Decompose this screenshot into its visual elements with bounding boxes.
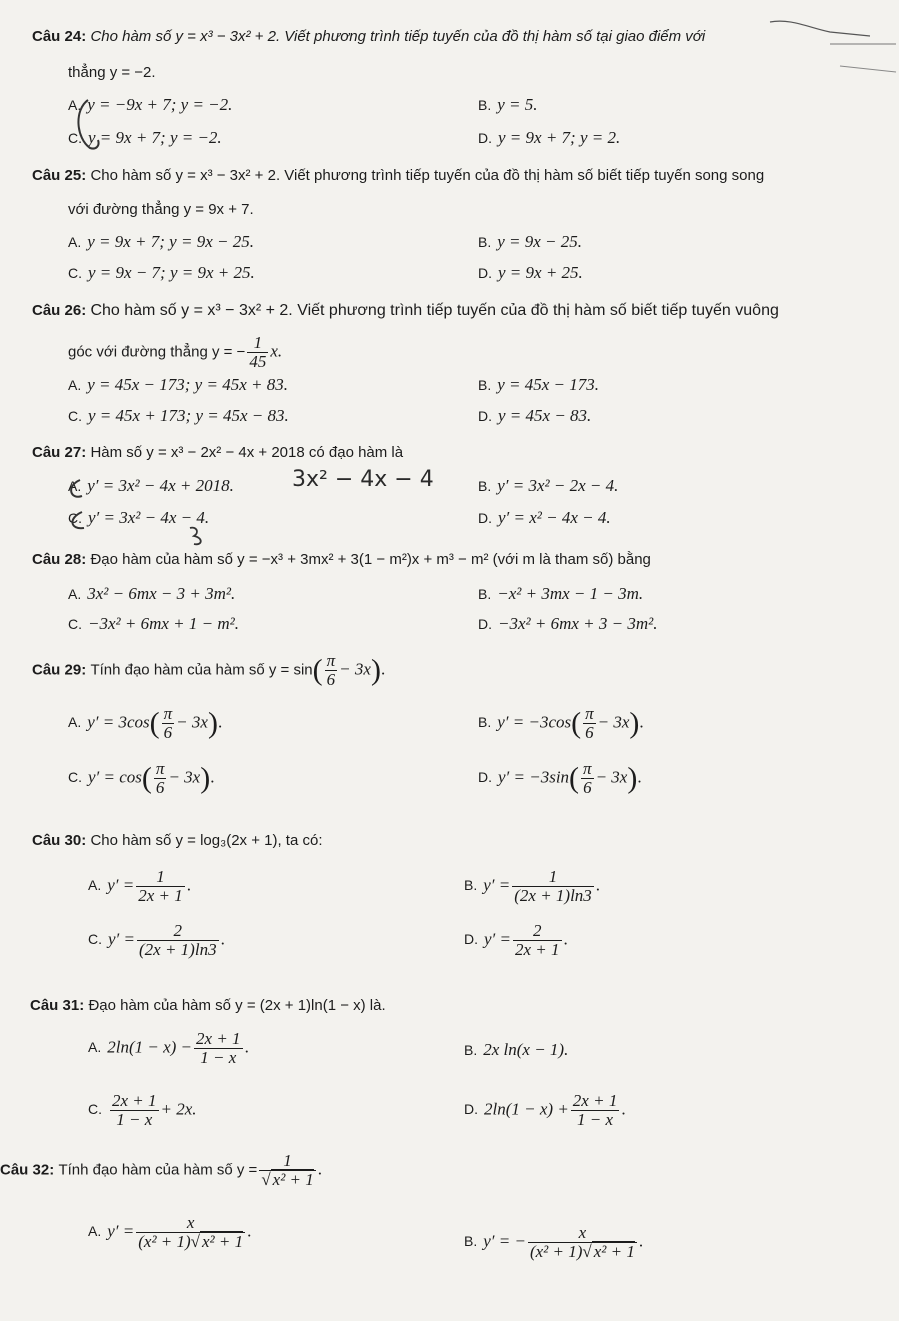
q24-option-b[interactable]: B. y = 5. bbox=[478, 95, 538, 114]
q24-circle-mark bbox=[78, 100, 98, 149]
q26-option-d[interactable]: D. y = 45x − 83. bbox=[478, 406, 592, 425]
q26-label: Câu 26: bbox=[32, 302, 87, 319]
q27-option-c[interactable]: C. y′ = 3x² − 4x − 4. bbox=[68, 508, 210, 527]
q28-stem: Câu 28: Đạo hàm của hàm số y = −x³ + 3mx² + 3(1 − m²)x + m³ − m² (với m là tham số) bằng bbox=[32, 551, 651, 568]
q29-option-a[interactable]: A. y′ = 3cos( $\frac{\pi}{6}$ − 3x). bbox=[68, 704, 223, 742]
q32-stem: Câu 32: Tính đạo hàm của hàm số y = $\frac{1}{\text{√ x² + 1}}$ . bbox=[0, 1151, 323, 1189]
q26-stem-line1: Câu 26: Cho hàm số y = x³ − 3x² + 2. Viết phương trình tiếp tuyến của đồ thị hàm số biết tiếp tuyến vuông bbox=[32, 302, 779, 319]
q25-option-c[interactable]: C. y = 9x − 7; y = 9x + 25. bbox=[68, 263, 255, 282]
q29-option-c[interactable]: C. y′ = cos( $\frac{\pi}{6}$ − 3x). bbox=[68, 759, 215, 797]
corner-scribble bbox=[770, 21, 870, 36]
q26-fraction: $\frac{1}{45}$ bbox=[249, 333, 267, 371]
q28-option-c[interactable]: C. −3x² + 6mx + 1 − m². bbox=[68, 614, 239, 633]
q27-circle-mark bbox=[71, 480, 82, 497]
q32-option-a[interactable]: A. y′ = $\frac{x}{\text{(x² + 1)√ x² + 1}}$ . bbox=[88, 1213, 252, 1251]
q29-option-b[interactable]: B. y′ = −3cos( $\frac{\pi}{6}$ − 3x). bbox=[478, 704, 644, 742]
q32-option-b[interactable]: B. y′ = − $\frac{x}{\text{(x² + 1)√ x² + 1}}$ . bbox=[464, 1223, 644, 1261]
q24-label: Câu 24: bbox=[32, 28, 87, 45]
q24-option-c[interactable]: C. y = 9x + 7; y = −2. bbox=[68, 128, 222, 147]
q28-label: Câu 28: bbox=[32, 551, 87, 568]
q30-stem: Câu 30: Cho hàm số y = log₃(2x + 1), ta có: bbox=[32, 832, 323, 849]
q29-label: Câu 29: bbox=[32, 661, 87, 679]
q30-label: Câu 30: bbox=[32, 832, 87, 849]
q28-option-d[interactable]: D. −3x² + 6mx + 3 − 3m². bbox=[478, 614, 658, 633]
q27-handwriting: 3x² − 4x − 4 bbox=[292, 467, 434, 492]
q29-option-d[interactable]: D. y′ = −3sin( $\frac{\pi}{6}$ − 3x). bbox=[478, 759, 642, 797]
q26-option-c[interactable]: C. y = 45x + 173; y = 45x − 83. bbox=[68, 406, 289, 425]
q25-stem-line2: với đường thẳng y = 9x + 7. bbox=[68, 201, 254, 218]
q27-option-a[interactable]: A. y′ = 3x² − 4x + 2018. bbox=[68, 476, 234, 495]
q27-pen-stroke bbox=[190, 528, 201, 545]
q32-label: Câu 32: bbox=[0, 1161, 55, 1179]
q29-stem: Câu 29: Tính đạo hàm của hàm số y = sin( $\frac{\pi}{6}$ − 3x). bbox=[32, 651, 386, 689]
q26-option-a[interactable]: A. y = 45x − 173; y = 45x + 83. bbox=[68, 375, 288, 394]
q24-option-d[interactable]: D. y = 9x + 7; y = 2. bbox=[478, 128, 621, 147]
q26-stem-line2: góc với đường thẳng y = − $\frac{1}{45}$ x. bbox=[68, 333, 283, 371]
q28-option-b[interactable]: B. −x² + 3mx − 1 − 3m. bbox=[478, 584, 644, 603]
q30-option-c[interactable]: C. y′ = $\frac{2}{(2x + 1)\ln 3}$ . bbox=[88, 921, 225, 959]
q31-label: Câu 31: bbox=[30, 997, 85, 1014]
q27-c-circle-mark bbox=[72, 512, 84, 528]
q28-option-a[interactable]: A. 3x² − 6mx − 3 + 3m². bbox=[68, 584, 236, 603]
q27-stem: Câu 27: Hàm số y = x³ − 2x² − 4x + 2018 có đạo hàm là bbox=[32, 444, 404, 461]
q25-option-a[interactable]: A. y = 9x + 7; y = 9x − 25. bbox=[68, 232, 254, 251]
q25-option-b[interactable]: B. y = 9x − 25. bbox=[478, 232, 583, 251]
q31-option-c[interactable]: C. $\frac{2x + 1}{1 - x}$ + 2x. bbox=[88, 1091, 197, 1129]
q24-stem2: thẳng y = −2. bbox=[68, 64, 156, 81]
corner-line-2 bbox=[840, 66, 896, 72]
q25-label: Câu 25: bbox=[32, 167, 87, 184]
q30-option-a[interactable]: A. y′ = $\frac{1}{2x + 1}$ . bbox=[88, 867, 192, 905]
q27-option-b[interactable]: B. y′ = 3x² − 2x − 4. bbox=[478, 476, 619, 495]
q27-label: Câu 27: bbox=[32, 444, 87, 461]
q24-stem1: Cho hàm số y = x³ − 3x² + 2. Viết phương trình tiếp tuyến của đồ thị hàm số tại giao điểm với bbox=[90, 28, 706, 45]
q25-stem-line1: Câu 25: Cho hàm số y = x³ − 3x² + 2. Viết phương trình tiếp tuyến của đồ thị hàm số biết tiếp tuyến song song bbox=[32, 167, 765, 184]
q30-option-b[interactable]: B. y′ = $\frac{1}{(2x + 1)\ln 3}$ . bbox=[464, 867, 601, 905]
q27-option-d[interactable]: D. y′ = x² − 4x − 4. bbox=[478, 508, 611, 527]
q31-option-a[interactable]: A. 2ln(1 − x) − $\frac{2x + 1}{1 - x}$ . bbox=[88, 1029, 249, 1067]
q26-option-b[interactable]: B. y = 45x − 173. bbox=[478, 375, 600, 394]
q30-option-d[interactable]: D. y′ = $\frac{2}{2x + 1}$ . bbox=[464, 921, 568, 959]
q31-stem: Câu 31: Đạo hàm của hàm số y = (2x + 1)ln(1 − x) là. bbox=[30, 997, 386, 1014]
q24-option-a[interactable]: A. y = −9x + 7; y = −2. bbox=[68, 95, 233, 114]
q25-option-d[interactable]: D. y = 9x + 25. bbox=[478, 263, 583, 282]
q31-option-d[interactable]: D. 2ln(1 − x) + $\frac{2x + 1}{1 - x}$ . bbox=[464, 1091, 626, 1129]
q31-option-b[interactable]: B. 2x ln(x − 1). bbox=[464, 1040, 569, 1059]
